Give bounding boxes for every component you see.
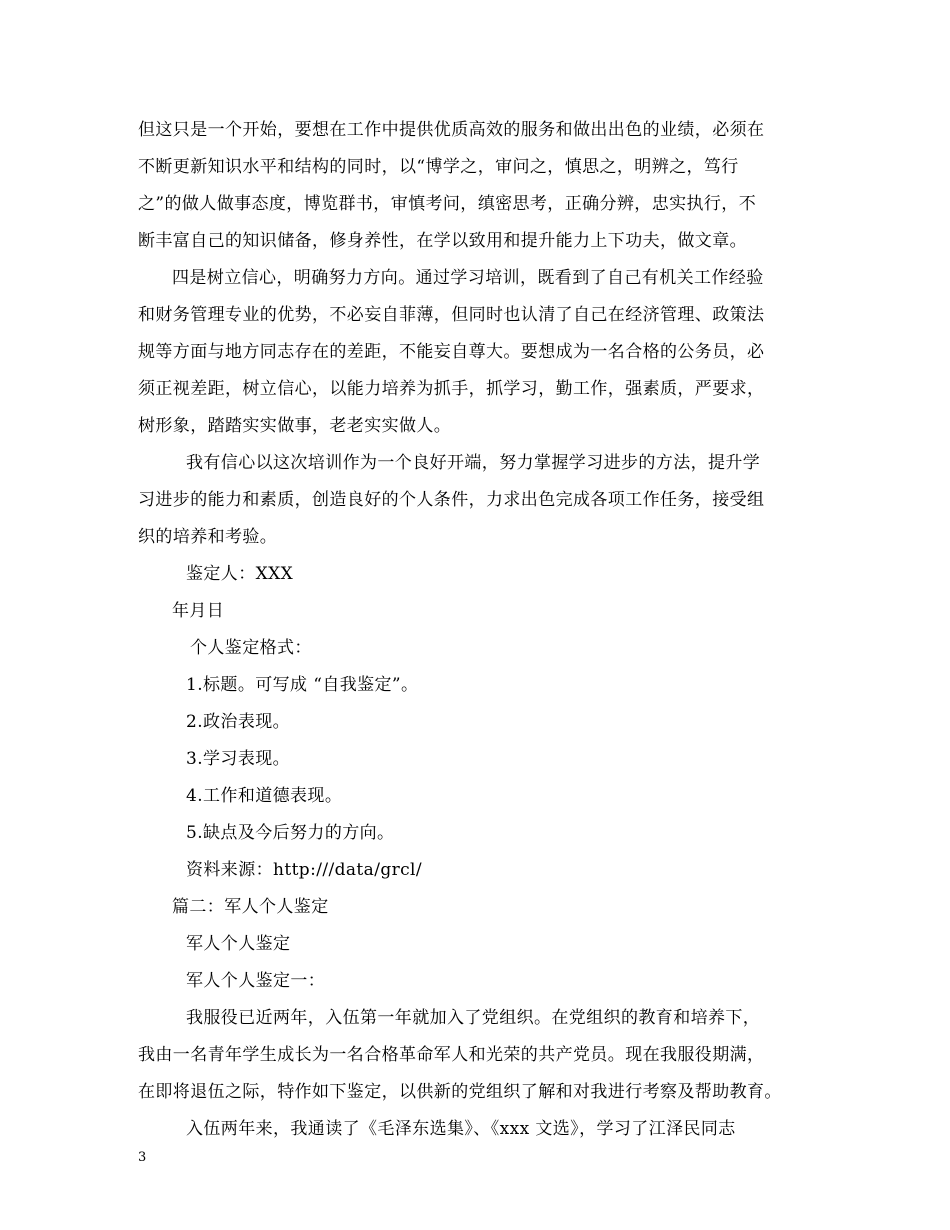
date-line: 年月日	[172, 601, 225, 621]
subtitle-line: 军人个人鉴定一：	[186, 971, 326, 991]
signer-line: 鉴定人：XXX	[186, 564, 294, 584]
page-number: 3	[138, 1150, 147, 1165]
list-item: 2.政治表现。	[186, 712, 291, 732]
list-item: 1.标题。可写成 “自我鉴定”。	[186, 675, 419, 695]
text-line: 断丰富自己的知识储备，修身养性，在学以致用和提升能力上下功夫，做文章。	[138, 231, 747, 251]
text-line: 我由一名青年学生成长为一名合格革命军人和光荣的共产党员。现在我服役期满，	[138, 1045, 765, 1065]
text-line: 习进步的能力和素质，创造良好的个人条件，力求出色完成各项工作任务，接受组	[138, 490, 765, 510]
source-line: 资料来源：http:///data/grcl/	[186, 860, 423, 880]
title-line: 军人个人鉴定	[186, 934, 291, 954]
text-line: 规等方面与地方同志存在的差距，不能妄自尊大。要想成为一名合格的公务员，必	[138, 342, 765, 362]
text-line: 在即将退伍之际，特作如下鉴定，以供新的党组织了解和对我进行考察及帮助教育。	[138, 1082, 782, 1102]
list-item: 5.缺点及今后努力的方向。	[186, 823, 395, 843]
text-line: 织的培养和考验。	[138, 527, 278, 547]
chapter-heading: 篇二：军人个人鉴定	[172, 897, 329, 917]
text-line: 但这只是一个开始，要想在工作中提供优质高效的服务和做出出色的业绩，必须在	[138, 120, 765, 140]
text-line: 之”的做人做事态度，博览群书，审慎考问，缜密思考，正确分辨，忠实执行，不	[138, 194, 757, 214]
list-item: 4.工作和道德表现。	[186, 786, 343, 806]
text-line: 我有信心以这次培训作为一个良好开端，努力掌握学习进步的方法，提升学	[186, 453, 761, 473]
text-line: 须正视差距，树立信心，以能力培养为抓手，抓学习，勤工作，强素质，严要求，	[138, 379, 765, 399]
text-line: 入伍两年来，我通读了《毛泽东选集》、《xxx 文选》，学习了江泽民同志	[186, 1119, 736, 1139]
text-line: 和财务管理专业的优势，不必妄自菲薄，但同时也认清了自己在经济管理、政策法	[138, 305, 765, 325]
list-item: 3.学习表现。	[186, 749, 291, 769]
text-line: 不断更新知识水平和结构的同时，以“博学之，审问之，慎思之，明辨之，笃行	[138, 157, 739, 177]
section-heading: 个人鉴定格式：	[190, 638, 312, 658]
text-line: 树形象，踏踏实实做事，老老实实做人。	[138, 416, 452, 436]
text-line: 四是树立信心，明确努力方向。通过学习培训，既看到了自己有机关工作经验	[172, 268, 764, 288]
text-line: 我服役已近两年，入伍第一年就加入了党组织。在党组织的教育和培养下，	[186, 1008, 761, 1028]
